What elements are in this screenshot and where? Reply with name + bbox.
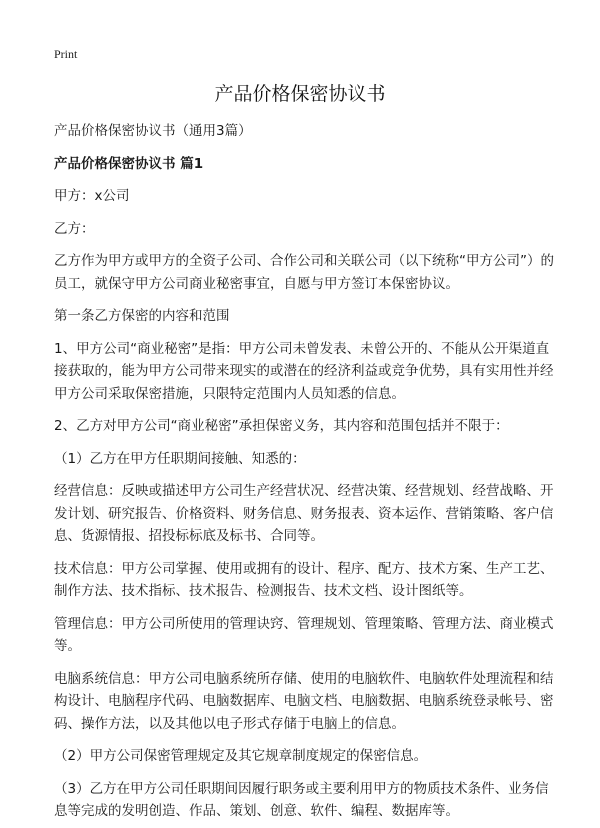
paragraph: 乙方作为甲方或甲方的全资子公司、合作公司和关联公司（以下统称“甲方公司”）的员工，就保守甲方公司商业秘密事宜，自愿与甲方签订本保密协议。 [54, 253, 554, 292]
paragraph: （2）甲方公司保密管理规定及其它规章制度规定的保密信息。 [54, 748, 428, 764]
section-heading: 产品价格保密协议书 篇1 [54, 155, 204, 172]
document-subtitle: 产品价格保密协议书（通用3篇） [54, 123, 252, 139]
party-a: 甲方：x公司 [54, 188, 130, 204]
paragraph: 1、甲方公司“商业秘密”是指：甲方公司未曾发表、未曾公开的、不能从公开渠道直接获取的，能为甲方公司带来现实的或潜在的经济利益或竞争优势，具有实用性并经甲方公司采取保密措施，只限特定范围内人员知悉的信息。 [54, 340, 554, 402]
paragraph: 电脑系统信息：甲方公司电脑系统所存储、使用的电脑软件、电脑软件处理流程和结构设计、电脑程序代码、电脑数据库、电脑文档、电脑数据、电脑系统登录帐号、密码、操作方法，以及其他以电子形式存储于电脑上的信息。 [54, 670, 554, 732]
document-body [54, 120, 556, 828]
paragraph: 管理信息：甲方公司所使用的管理诀窍、管理规划、管理策略、管理方法、商业模式等。 [54, 615, 554, 654]
paragraph: （1）乙方在甲方任职期间接触、知悉的： [54, 450, 306, 467]
paragraph: 经营信息：反映或描述甲方公司生产经营状况、经营决策、经营规划、经营战略、开发计划、研究报告、价格资料、财务信息、财务报表、资本运作、营销策略、客户信息、货源情报、招投标标底及标书、合同等。 [54, 483, 554, 544]
print-label: Print [54, 47, 78, 61]
paragraph: （3）乙方在甲方公司任职期间因履行职务或主要利用甲方的物质技术条件、业务信息等完成的发明创造、作品、策划、创意、软件、编程、数据库等。 [54, 780, 549, 819]
paragraph: 技术信息：甲方公司掌握、使用或拥有的设计、程序、配方、技术方案、生产工艺、制作方法、技术指标、技术报告、检测报告、技术文档、设计图纸等。 [54, 560, 554, 599]
paragraph: 2、乙方对甲方公司“商业秘密”承担保密义务，其内容和范围包括并不限于： [54, 418, 509, 434]
article-heading: 第一条乙方保密的内容和范围 [54, 308, 230, 324]
party-b: 乙方： [54, 220, 95, 237]
document-title: 产品价格保密协议书 [214, 83, 386, 105]
